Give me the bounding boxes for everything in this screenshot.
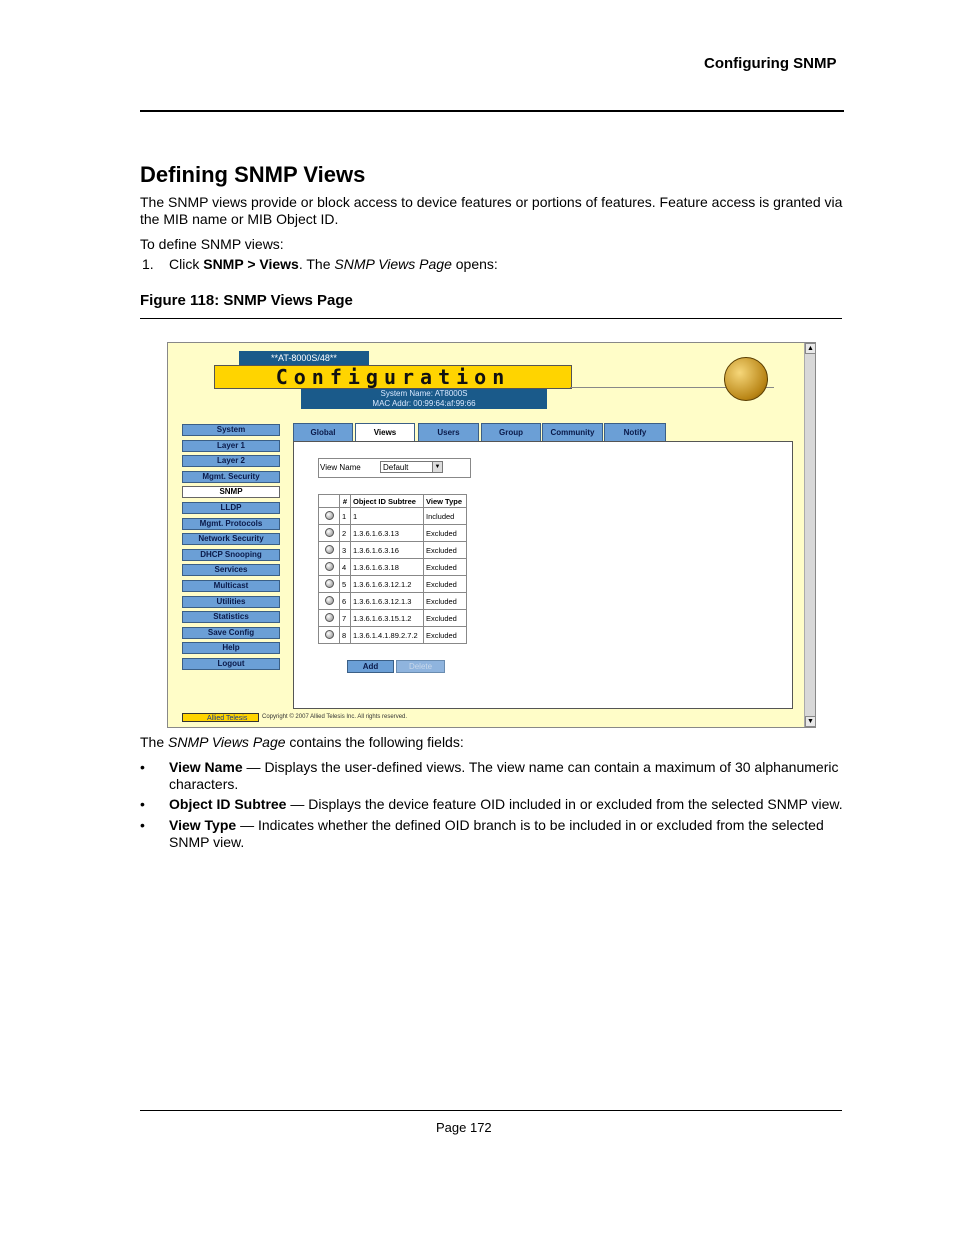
scrollbar[interactable] bbox=[804, 343, 815, 727]
step-text: Click bbox=[169, 256, 204, 272]
views-table bbox=[318, 494, 467, 644]
snmp-views-screenshot bbox=[167, 342, 816, 728]
radio-button-icon[interactable] bbox=[325, 596, 334, 605]
nav-lldp[interactable]: LLDP bbox=[182, 502, 280, 514]
step-1-text bbox=[169, 256, 498, 272]
nav-save-config[interactable]: Save Config bbox=[182, 627, 280, 639]
to-define-text: To define SNMP views: bbox=[140, 236, 284, 252]
step-menu-path: SNMP > Views bbox=[203, 256, 299, 272]
bullet-icon: • bbox=[140, 817, 145, 833]
field-item-object-id-subtree bbox=[169, 796, 849, 813]
config-banner: Configuration bbox=[214, 365, 572, 389]
row-number: 8 bbox=[340, 627, 351, 644]
intro-text: The bbox=[140, 734, 169, 750]
row-object-id: 1.3.6.1.6.3.12.1.2 bbox=[351, 576, 424, 593]
row-view-type: Excluded bbox=[424, 542, 467, 559]
select-column-header bbox=[319, 495, 340, 508]
nav-utilities[interactable]: Utilities bbox=[182, 596, 280, 608]
field-term: Object ID Subtree bbox=[169, 796, 287, 812]
copyright-text: Copyright © 2007 Allied Telesis Inc. All rights reserved. bbox=[262, 714, 408, 720]
row-select-cell bbox=[319, 525, 340, 542]
nav-help[interactable]: Help bbox=[182, 642, 280, 654]
row-number: 2 bbox=[340, 525, 351, 542]
system-name: System Name: AT8000S bbox=[380, 389, 468, 398]
row-view-type: Excluded bbox=[424, 559, 467, 576]
nav-multicast[interactable]: Multicast bbox=[182, 580, 280, 592]
view-name-select[interactable] bbox=[380, 461, 443, 473]
row-view-type: Excluded bbox=[424, 627, 467, 644]
field-description: — Indicates whether the defined OID branch is to be included in or excluded from the selected SNMP view. bbox=[169, 817, 824, 850]
radio-button-icon[interactable] bbox=[325, 511, 334, 520]
radio-button-icon[interactable] bbox=[325, 579, 334, 588]
nav-mgmt-security[interactable]: Mgmt. Security bbox=[182, 471, 280, 483]
table-header-row bbox=[319, 495, 467, 508]
nav-layer-1[interactable]: Layer 1 bbox=[182, 440, 280, 452]
running-header: Configuring SNMP bbox=[704, 55, 837, 72]
scroll-up-icon[interactable]: ▲ bbox=[805, 343, 816, 354]
row-number: 7 bbox=[340, 610, 351, 627]
table-row bbox=[319, 508, 467, 525]
tab-global[interactable]: Global bbox=[293, 423, 353, 443]
views-panel bbox=[293, 441, 793, 709]
nav-logout[interactable]: Logout bbox=[182, 658, 280, 670]
page-number: Page 172 bbox=[436, 1120, 492, 1135]
field-description: — Displays the user-defined views. The view name can contain a maximum of 30 alphanumeric characters. bbox=[169, 759, 839, 792]
row-select-cell bbox=[319, 593, 340, 610]
scroll-down-icon[interactable]: ▼ bbox=[805, 716, 816, 727]
delete-button[interactable]: Delete bbox=[396, 660, 445, 673]
table-row bbox=[319, 559, 467, 576]
row-object-id: 1.3.6.1.4.1.89.2.7.2 bbox=[351, 627, 424, 644]
row-view-type: Excluded bbox=[424, 576, 467, 593]
radio-button-icon[interactable] bbox=[325, 630, 334, 639]
row-view-type: Excluded bbox=[424, 525, 467, 542]
row-object-id: 1.3.6.1.6.3.13 bbox=[351, 525, 424, 542]
allied-telesis-logo: Allied Telesis bbox=[182, 713, 259, 722]
intro-page-name: SNMP Views Page bbox=[168, 734, 286, 750]
table-row bbox=[319, 525, 467, 542]
row-select-cell bbox=[319, 542, 340, 559]
globe-logo-icon bbox=[724, 357, 768, 401]
column-header-object-id: Object ID Subtree bbox=[351, 495, 424, 508]
column-header-number: # bbox=[340, 495, 351, 508]
radio-button-icon[interactable] bbox=[325, 613, 334, 622]
nav-snmp[interactable]: SNMP bbox=[182, 486, 280, 498]
row-object-id: 1 bbox=[351, 508, 424, 525]
row-select-cell bbox=[319, 559, 340, 576]
tab-notify[interactable]: Notify bbox=[604, 423, 666, 443]
intro-text: contains the following fields: bbox=[285, 734, 464, 750]
view-name-value: Default bbox=[383, 463, 409, 472]
step-text: . The bbox=[298, 256, 335, 272]
column-header-view-type: View Type bbox=[424, 495, 467, 508]
row-number: 4 bbox=[340, 559, 351, 576]
row-object-id: 1.3.6.1.6.3.12.1.3 bbox=[351, 593, 424, 610]
nav-dhcp-snooping[interactable]: DHCP Snooping bbox=[182, 549, 280, 561]
figure-caption: Figure 118: SNMP Views Page bbox=[140, 292, 353, 309]
mac-address: MAC Addr: 00:99:64:af:99:66 bbox=[372, 399, 476, 408]
row-select-cell bbox=[319, 508, 340, 525]
row-object-id: 1.3.6.1.6.3.15.1.2 bbox=[351, 610, 424, 627]
tab-views[interactable]: Views bbox=[355, 423, 415, 443]
intro-paragraph: The SNMP views provide or block access to device features or portions of features. Feature access is granted via the MIB name or MIB Object ID. bbox=[140, 194, 843, 227]
step-page-name: SNMP Views Page bbox=[334, 256, 452, 272]
row-number: 3 bbox=[340, 542, 351, 559]
table-row bbox=[319, 576, 467, 593]
tab-community[interactable]: Community bbox=[542, 423, 603, 443]
bullet-icon: • bbox=[140, 796, 145, 812]
nav-statistics[interactable]: Statistics bbox=[182, 611, 280, 623]
radio-button-icon[interactable] bbox=[325, 545, 334, 554]
field-item-view-type bbox=[169, 817, 841, 851]
model-label: **AT-8000S/48** bbox=[239, 351, 369, 365]
step-text: opens: bbox=[451, 256, 498, 272]
nav-layer-2[interactable]: Layer 2 bbox=[182, 455, 280, 467]
row-number: 5 bbox=[340, 576, 351, 593]
row-object-id: 1.3.6.1.6.3.16 bbox=[351, 542, 424, 559]
tab-group[interactable]: Group bbox=[481, 423, 541, 443]
row-object-id: 1.3.6.1.6.3.18 bbox=[351, 559, 424, 576]
view-name-label: View Name bbox=[320, 463, 361, 472]
row-select-cell bbox=[319, 576, 340, 593]
tab-users[interactable]: Users bbox=[418, 423, 479, 443]
table-row bbox=[319, 610, 467, 627]
bullet-icon: • bbox=[140, 759, 145, 775]
row-view-type: Excluded bbox=[424, 593, 467, 610]
nav-mgmt-protocols[interactable]: Mgmt. Protocols bbox=[182, 518, 280, 530]
table-row bbox=[319, 627, 467, 644]
chevron-down-icon[interactable]: ▼ bbox=[432, 462, 442, 472]
section-title: Defining SNMP Views bbox=[140, 162, 366, 187]
row-select-cell bbox=[319, 610, 340, 627]
field-item-view-name bbox=[169, 759, 845, 793]
field-term: View Type bbox=[169, 817, 237, 833]
row-select-cell bbox=[319, 627, 340, 644]
row-number: 1 bbox=[340, 508, 351, 525]
row-number: 6 bbox=[340, 593, 351, 610]
radio-button-icon[interactable] bbox=[325, 562, 334, 571]
fields-intro bbox=[140, 734, 464, 750]
field-term: View Name bbox=[169, 759, 243, 775]
nav-services[interactable]: Services bbox=[182, 564, 280, 576]
table-row bbox=[319, 542, 467, 559]
step-number: 1. bbox=[142, 256, 154, 272]
view-name-box bbox=[318, 458, 471, 478]
system-info-box bbox=[301, 389, 547, 409]
add-button[interactable]: Add bbox=[347, 660, 394, 673]
radio-button-icon[interactable] bbox=[325, 528, 334, 537]
footer-rule bbox=[140, 1110, 842, 1111]
nav-system[interactable]: System bbox=[182, 424, 280, 436]
table-row bbox=[319, 593, 467, 610]
row-view-type: Excluded bbox=[424, 610, 467, 627]
figure-rule bbox=[140, 318, 842, 319]
field-description: — Displays the device feature OID included in or excluded from the selected SNMP view. bbox=[286, 796, 843, 812]
header-rule bbox=[140, 110, 844, 112]
nav-network-security[interactable]: Network Security bbox=[182, 533, 280, 545]
row-view-type: Included bbox=[424, 508, 467, 525]
